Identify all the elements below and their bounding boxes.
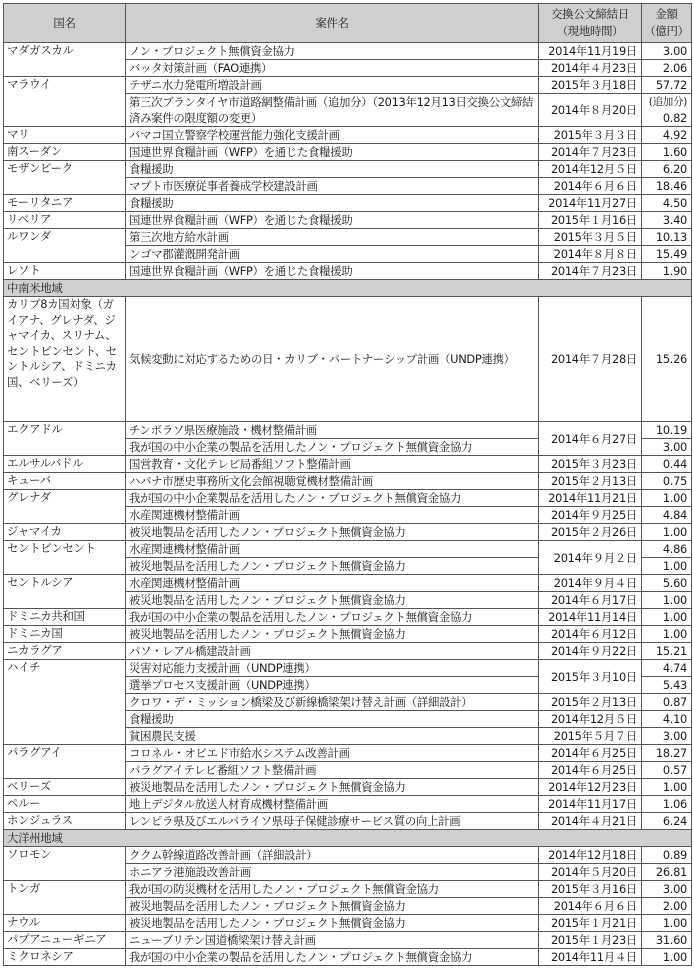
- date-cell: 2014年８月８日: [539, 246, 642, 263]
- project-cell: 我が国の中小企業製品を活用したノン・プロジェクト無償資金協力: [126, 490, 539, 507]
- amount-cell: 0.89: [642, 847, 692, 864]
- country-cell: ニカラグア: [4, 643, 126, 660]
- country-cell: ルワンダ: [4, 229, 126, 263]
- header-project: 案件名: [126, 4, 539, 43]
- date-cell: 2014年６月25日: [539, 745, 642, 762]
- amount-cell: 1.06: [642, 796, 692, 813]
- country-cell: モーリタニア: [4, 195, 126, 212]
- grant-aid-table: [3, 3, 692, 966]
- project-cell: 国連世界食糧計画（WFP）を通じた食糧援助: [126, 212, 539, 229]
- table-row: [4, 490, 692, 507]
- date-cell: 2015年３月18日: [539, 77, 642, 94]
- table-row: [4, 422, 692, 439]
- amount-cell: 0.75: [642, 473, 692, 490]
- project-cell: ハバナ市歴史事務所文化会館視聴覚機材整備計画: [126, 473, 539, 490]
- country-cell: ジャマイカ: [4, 524, 126, 541]
- country-cell: ドミニカ国: [4, 626, 126, 643]
- project-cell: 選挙プロセス支援計画（UNDP連携）: [126, 677, 539, 694]
- date-cell: 2014年６月６日: [539, 898, 642, 915]
- amount-cell: 1.00: [642, 949, 692, 966]
- project-cell: パラグアイテレビ番組ソフト整備計画: [126, 762, 539, 779]
- project-cell: ククム幹線道路改善計画（詳細設計）: [126, 847, 539, 864]
- country-cell: ナウル: [4, 915, 126, 932]
- amount-cell: 1.60: [642, 144, 692, 161]
- project-cell: ノン・プロジェクト無償資金協力: [126, 43, 539, 60]
- table-row: [4, 643, 692, 660]
- country-cell: リベリア: [4, 212, 126, 229]
- table-row: [4, 881, 692, 898]
- date-cell: 2015年３月23日: [539, 456, 642, 473]
- project-cell: パソ・レアル橋建設計画: [126, 643, 539, 660]
- table-row: [4, 263, 692, 280]
- project-cell: 被災地製品を活用したノン・プロジェクト無償資金協力: [126, 898, 539, 915]
- table-row: [4, 541, 692, 558]
- amount-cell: 15.21: [642, 643, 692, 660]
- amount-cell: 3.00: [642, 881, 692, 898]
- date-cell: 2014年11月19日: [539, 43, 642, 60]
- amount-cell: 1.00: [642, 524, 692, 541]
- project-cell: 国営教育・文化テレビ局番組ソフト整備計画: [126, 456, 539, 473]
- project-cell: クロワ・デ・ミッション橋梁及び新線橋梁架け替え計画（詳細設計）: [126, 694, 539, 711]
- project-cell: テザニ水力発電所増設計画: [126, 77, 539, 94]
- project-cell: ニューブリテン国道橋梁架け替え計画: [126, 932, 539, 949]
- country-cell: 南スーダン: [4, 144, 126, 161]
- amount-cell: 1.90: [642, 263, 692, 280]
- amount-cell: 18.27: [642, 745, 692, 762]
- country-cell: キューバ: [4, 473, 126, 490]
- project-cell: バッタ対策計画（FAO連携）: [126, 60, 539, 77]
- date-cell: 2015年３月５日: [539, 229, 642, 246]
- date-cell: 2015年３月３日: [539, 127, 642, 144]
- date-cell: 2015年１月16日: [539, 212, 642, 229]
- date-cell: 2014年９月25日: [539, 507, 642, 524]
- project-cell: 被災地製品を活用したノン・プロジェクト無償資金協力: [126, 592, 539, 609]
- amount-cell: 57.72: [642, 77, 692, 94]
- amount-cell: 3.00: [642, 728, 692, 745]
- date-cell: 2014年６月27日: [539, 422, 642, 456]
- date-cell: 2015年２月26日: [539, 524, 642, 541]
- amount-cell: 4.84: [642, 507, 692, 524]
- amount-cell: 3.00: [642, 439, 692, 456]
- country-cell: ハイチ: [4, 660, 126, 745]
- date-cell: 2014年11月21日: [539, 490, 642, 507]
- table-row: [4, 813, 692, 830]
- table-row: [4, 77, 692, 94]
- amount-cell: 4.86: [642, 541, 692, 558]
- table-row: [4, 43, 692, 60]
- amount-cell: 1.00: [642, 915, 692, 932]
- amount-cell: 0.57: [642, 762, 692, 779]
- country-cell: ソロモン: [4, 847, 126, 881]
- project-cell: 水産関連機材整備計画: [126, 507, 539, 524]
- table-row: [4, 473, 692, 490]
- amount-cell: 15.26: [642, 297, 692, 422]
- table-row: [4, 575, 692, 592]
- table-row: [4, 161, 692, 178]
- project-cell: 水産関連機材整備計画: [126, 575, 539, 592]
- table-row: [4, 915, 692, 932]
- table-row: [4, 847, 692, 864]
- date-cell: 2014年７月23日: [539, 263, 642, 280]
- amount-value: 0.82: [662, 110, 687, 125]
- project-cell: 気候変動に対応するための日・カリブ・パートナーシップ計画（UNDP連携）: [126, 297, 539, 422]
- grant-aid-table-page: [3, 3, 691, 966]
- date-cell: 2015年３月10日: [539, 660, 642, 694]
- amount-cell: 2.06: [642, 60, 692, 77]
- amount-cell: 15.49: [642, 246, 692, 263]
- amount-cell: 1.00: [642, 558, 692, 575]
- table-row: [4, 745, 692, 762]
- project-cell: 地上デジタル放送人材育成機材整備計画: [126, 796, 539, 813]
- date-cell: 2014年６月12日: [539, 626, 642, 643]
- date-cell: 2014年11月４日: [539, 949, 642, 966]
- amount-cell: 1.00: [642, 779, 692, 796]
- date-cell: 2015年５月７日: [539, 728, 642, 745]
- project-cell: 被災地製品を活用したノン・プロジェクト無償資金協力: [126, 558, 539, 575]
- date-cell: 2014年11月14日: [539, 609, 642, 626]
- table-row: [4, 212, 692, 229]
- region-row: [4, 280, 692, 297]
- date-cell: 2015年１月21日: [539, 915, 642, 932]
- table-row: [4, 779, 692, 796]
- project-cell: ンゴマ郡灌漑開発計画: [126, 246, 539, 263]
- project-cell: コロネル・オビエド市給水システム改善計画: [126, 745, 539, 762]
- amount-cell: 3.40: [642, 212, 692, 229]
- region-row: [4, 830, 692, 847]
- header-date: 交換公文締結日 （現地時間）: [539, 4, 642, 43]
- table-row: [4, 626, 692, 643]
- date-cell: 2014年６月６日: [539, 178, 642, 195]
- project-cell: 我が国の中小企業の製品を活用したノン・プロジェクト無償資金協力: [126, 609, 539, 626]
- project-cell: チンボラソ県医療施設・機材整備計画: [126, 422, 539, 439]
- table-row: [4, 195, 692, 212]
- date-cell: 2014年12月23日: [539, 779, 642, 796]
- date-cell: 2014年７月28日: [539, 297, 642, 422]
- country-cell: セントビンセント: [4, 541, 126, 575]
- project-cell: 我が国の防災機材を活用したノン・プロジェクト無償資金協力: [126, 881, 539, 898]
- amount-cell: [642, 94, 692, 127]
- project-cell: 国連世界食糧計画（WFP）を通じた食糧援助: [126, 263, 539, 280]
- project-cell: 食糧援助: [126, 711, 539, 728]
- table-row: [4, 796, 692, 813]
- amount-cell: 0.44: [642, 456, 692, 473]
- amount-cell: 4.50: [642, 195, 692, 212]
- project-cell: 第三次地方給水計画: [126, 229, 539, 246]
- table-row: [4, 524, 692, 541]
- date-cell: 2015年１月23日: [539, 932, 642, 949]
- country-cell: モザンビーク: [4, 161, 126, 195]
- amount-cell: 5.60: [642, 575, 692, 592]
- amount-cell: 10.13: [642, 229, 692, 246]
- country-cell: セントルシア: [4, 575, 126, 609]
- table-row: [4, 949, 692, 966]
- amount-cell: 6.24: [642, 813, 692, 830]
- amount-cell: 1.00: [642, 626, 692, 643]
- date-cell: 2014年６月17日: [539, 592, 642, 609]
- project-cell: 被災地製品を活用したノン・プロジェクト無償資金協力: [126, 524, 539, 541]
- project-cell: 我が国の中小企業の製品を活用したノン・プロジェクト無償資金協力: [126, 439, 539, 456]
- amount-cell: 5.43: [642, 677, 692, 694]
- project-cell: 被災地製品を活用したノン・プロジェクト無償資金協力: [126, 915, 539, 932]
- date-cell: 2015年２月13日: [539, 473, 642, 490]
- date-cell: 2015年３月16日: [539, 881, 642, 898]
- country-cell: エルサルバドル: [4, 456, 126, 473]
- country-cell: グレナダ: [4, 490, 126, 524]
- project-cell: マプト市医療従事者養成学校建設計画: [126, 178, 539, 195]
- country-cell: ホンジュラス: [4, 813, 126, 830]
- date-cell: 2014年12月５日: [539, 711, 642, 728]
- country-cell: ベリーズ: [4, 779, 126, 796]
- date-cell: 2014年９月４日: [539, 575, 642, 592]
- project-cell: 第三次ブランタイヤ市道路網整備計画（追加分）（2013年12月13日交換公文締結済み案件の限度額の変更）: [126, 94, 539, 127]
- amount-cell: 4.92: [642, 127, 692, 144]
- region-label: 大洋州地域: [4, 830, 692, 847]
- project-cell: 被災地製品を活用したノン・プロジェクト無償資金協力: [126, 779, 539, 796]
- country-cell: トンガ: [4, 881, 126, 915]
- amount-cell: 0.87: [642, 694, 692, 711]
- table-row: [4, 127, 692, 144]
- project-cell: レンピラ県及びエルパライソ県母子保健診療サービス質の向上計画: [126, 813, 539, 830]
- table-row: [4, 297, 692, 422]
- country-cell: レソト: [4, 263, 126, 280]
- date-cell: 2014年12月５日: [539, 161, 642, 178]
- country-cell: マリ: [4, 127, 126, 144]
- country-cell: ミクロネシア: [4, 949, 126, 966]
- table-row: [4, 144, 692, 161]
- amount-cell: 6.20: [642, 161, 692, 178]
- project-cell: ホニアラ港施設改善計画: [126, 864, 539, 881]
- country-cell: ドミニカ共和国: [4, 609, 126, 626]
- header-amount: 金額 （億円）: [642, 4, 692, 43]
- date-cell: 2014年11月27日: [539, 195, 642, 212]
- project-cell: 水産関連機材整備計画: [126, 541, 539, 558]
- project-cell: 災害対応能力支援計画（UNDP連携）: [126, 660, 539, 677]
- country-cell: ペルー: [4, 796, 126, 813]
- table-body: [4, 43, 692, 966]
- project-cell: バマコ国立警察学校運営能力強化支援計画: [126, 127, 539, 144]
- date-cell: 2015年２月13日: [539, 694, 642, 711]
- date-cell: 2014年12月18日: [539, 847, 642, 864]
- date-cell: 2014年６月25日: [539, 762, 642, 779]
- amount-note: (追加分): [648, 95, 687, 108]
- amount-cell: 10.19: [642, 422, 692, 439]
- region-label: 中南米地域: [4, 280, 692, 297]
- amount-cell: 1.00: [642, 609, 692, 626]
- country-cell: パプアニューギニア: [4, 932, 126, 949]
- table-row: [4, 660, 692, 677]
- table-row: [4, 229, 692, 246]
- project-cell: 被災地製品を活用したノン・プロジェクト無償資金協力: [126, 626, 539, 643]
- country-cell: エクアドル: [4, 422, 126, 456]
- amount-cell: 18.46: [642, 178, 692, 195]
- table-header-row: [4, 4, 692, 43]
- date-cell: 2014年11月17日: [539, 796, 642, 813]
- amount-cell: 31.60: [642, 932, 692, 949]
- project-cell: 国連世界食糧計画（WFP）を通じた食糧援助: [126, 144, 539, 161]
- table-row: [4, 609, 692, 626]
- date-cell: 2014年９月22日: [539, 643, 642, 660]
- country-cell: マラウイ: [4, 77, 126, 127]
- project-cell: 我が国の中小企業の製品を活用したノン・プロジェクト無償資金協力: [126, 949, 539, 966]
- table-row: [4, 932, 692, 949]
- date-cell: 2014年８月20日: [539, 94, 642, 127]
- project-cell: 食糧援助: [126, 161, 539, 178]
- amount-cell: 2.00: [642, 898, 692, 915]
- date-cell: 2014年９月２日: [539, 541, 642, 575]
- amount-cell: 4.10: [642, 711, 692, 728]
- country-cell: パラグアイ: [4, 745, 126, 779]
- amount-cell: 26.81: [642, 864, 692, 881]
- project-cell: 食糧援助: [126, 195, 539, 212]
- date-cell: 2014年７月23日: [539, 144, 642, 161]
- table-row: [4, 456, 692, 473]
- date-cell: 2014年５月20日: [539, 864, 642, 881]
- date-cell: 2014年４月21日: [539, 813, 642, 830]
- amount-cell: 4.74: [642, 660, 692, 677]
- date-cell: 2014年４月23日: [539, 60, 642, 77]
- amount-cell: 3.00: [642, 43, 692, 60]
- country-cell: マダガスカル: [4, 43, 126, 77]
- header-country: 国名: [4, 4, 126, 43]
- country-cell: カリブ8カ国対象（ガイアナ、グレナダ、ジャマイカ、スリナム、セントビンセント、セントルシア、ドミニカ国、ベリーズ）: [4, 297, 126, 422]
- project-cell: 貧困農民支援: [126, 728, 539, 745]
- amount-cell: 1.00: [642, 592, 692, 609]
- amount-cell: 1.00: [642, 490, 692, 507]
